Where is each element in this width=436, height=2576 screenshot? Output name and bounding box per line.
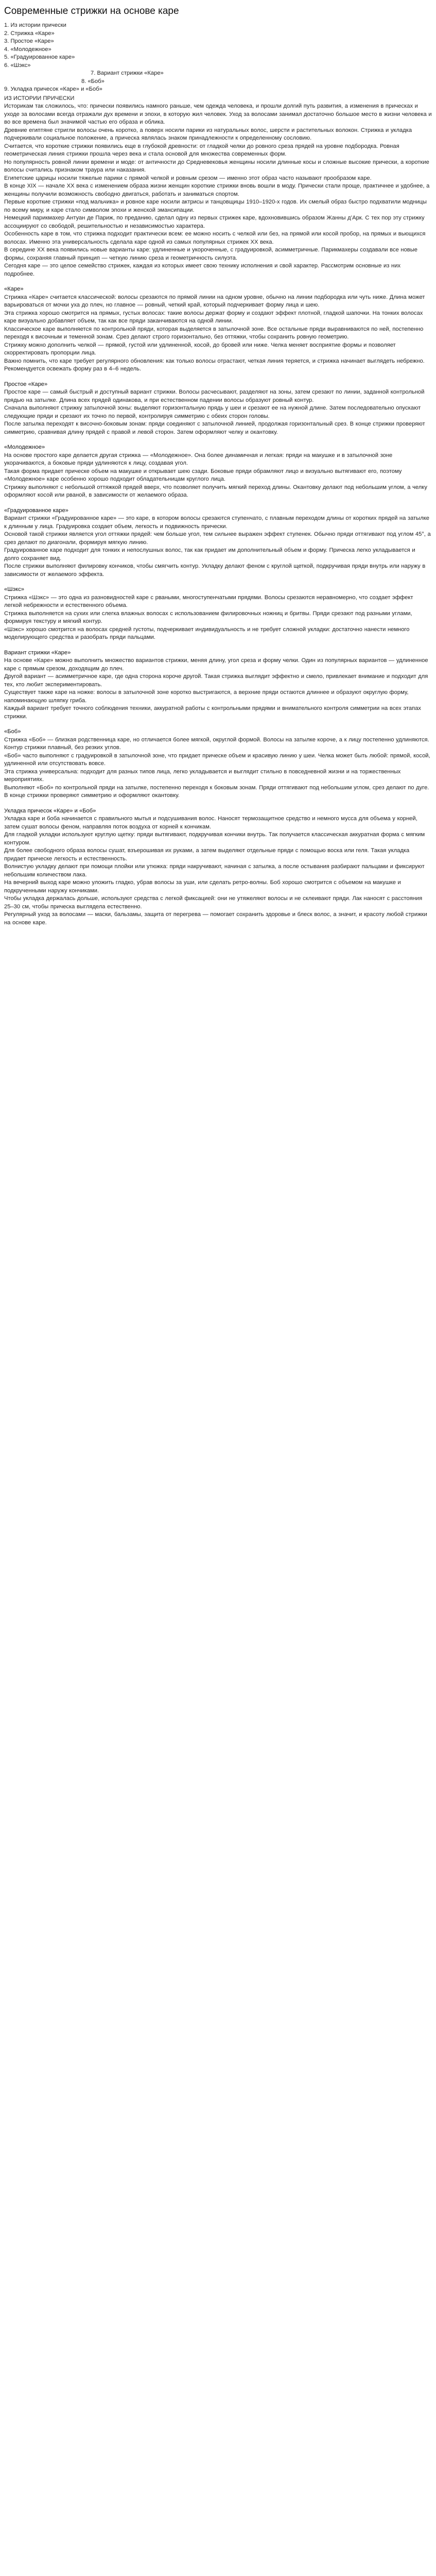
article-body bbox=[4, 95, 432, 927]
paragraph: Стрижку можно дополнить челкой — прямой, густой или удлиненной, косой, до бровей или ниже. Челка меняет восприятие формы и позволяет скорректировать пропорции лица. bbox=[4, 342, 396, 356]
paragraph: Древние египтяне стригли волосы очень коротко, а поверх носили парики из натуральных волос, шерсти и растительных волокон. Стрижка и укладка подчеркивали социальное положение, а прическа являлась знаком принадлежности к определенному сословию. bbox=[4, 127, 412, 141]
paragraph: Существует также каре на ножке: волосы в затылочной зоне коротко выстригаются, а верхние пряди остаются длиннее и образуют округлую форму, напоминающую шляпку гриба. bbox=[4, 689, 409, 704]
section-heading: Простое «Каре» bbox=[4, 381, 48, 387]
paragraph: На основе простого каре делается другая стрижка — «Молодежное». Она более динамичная и легкая: пряди на макушке и в затылочной зоне укорачиваются, а боковые пряди удлиняются к лицу, создавая угол. bbox=[4, 452, 393, 466]
toc-item[interactable]: 3. Простое «Каре» bbox=[4, 38, 54, 44]
toc-item[interactable]: 7. Вариант стрижки «Каре» bbox=[91, 70, 164, 76]
paragraph: Сегодня каре — это целое семейство стрижек, каждая из которых имеет свою технику исполнения и свой характер. Рассмотрим основные из них подробнее. bbox=[4, 263, 401, 277]
paragraph: Основой такой стрижки является угол оттяжки прядей: чем больше угол, тем сильнее выражен эффект ступенек. Обычно пряди оттягивают под углом 45°, а срез делают по диагонали, формируя мягкую линию. bbox=[4, 531, 431, 546]
paragraph: Другой вариант — асимметричное каре, где одна сторона короче другой. Такая стрижка выглядит эффектно и смело, привлекает внимание и подходит для тех, кто любит экспериментировать. bbox=[4, 673, 428, 688]
toc-item[interactable]: 6. «Шэкс» bbox=[4, 62, 31, 69]
toc-item[interactable]: 4. «Молодежное» bbox=[4, 46, 51, 53]
paragraph: «Боб» часто выполняют с градуировкой в затылочной зоне, что придает прическе объем и красивую линию у шеи. Челка может быть любой: прямой, косой, удлиненной или отсутствовать вовсе. bbox=[4, 752, 430, 767]
paragraph: Стрижка «Каре» считается классической: волосы срезаются по прямой линии на одном уровне, обычно на линии подбородка или чуть ниже. Длина может варьироваться от мочки уха до плеч, но главное — ровный, четкий край, который подчеркивает форму лица и шею. bbox=[4, 294, 425, 308]
toc-item[interactable]: 9. Укладка причесок «Каре» и «Боб» bbox=[4, 86, 102, 92]
paragraph: Сначала выполняют стрижку затылочной зоны: выделяют горизонтальную прядь у шеи и срезают ее на нужной длине. Затем последовательно опускают следующие пряди и срезают их точно по первой, контролируя симметрию с обеих сторон головы. bbox=[4, 405, 421, 419]
paragraph: Эта стрижка универсальна: подходит для разных типов лица, легко укладывается и выглядит стильно в повседневной жизни и на торжественных мероприятиях. bbox=[4, 768, 401, 783]
paragraph: В конце XIX — начале XX века с изменением образа жизни женщин короткие стрижки вновь вошли в моду. Прически стали проще, практичнее и удобнее, а женщины получили возможность свободно двигаться, работать и заниматься спортом. bbox=[4, 183, 430, 197]
paragraph: Египетские царицы носили тяжелые парики с прямой челкой и ровным срезом — именно этот образ часто называют прообразом каре. bbox=[4, 175, 372, 181]
paragraph: Историкам так сложилось, что: прически появились намного раньше, чем одежда человека, и прошли долгий путь развития, а изменения в прическах и уходе за волосами всегда отражали дух времени и эпохи, в которую жил человек. Уход за волосами занимал достаточно большое место в жизни человека и во все времена был значимой частью его образа и облика. bbox=[4, 103, 432, 125]
paragraph: Чтобы укладка держалась дольше, используют средства с легкой фиксацией: они не утяжеляют волосы и не склеивают пряди. Лак наносят с расстояния 25–30 см, чтобы прическа выглядела естественно. bbox=[4, 895, 423, 910]
paragraph: Волнистую укладку делают при помощи плойки или утюжка: пряди накручивают, начиная с затылка, а после остывания разбирают пальцами и фиксируют небольшим количеством лака. bbox=[4, 863, 425, 878]
toc-item[interactable]: 8. «Боб» bbox=[81, 78, 104, 84]
section-heading: «Каре» bbox=[4, 286, 24, 292]
paragraph: Классическое каре выполняется по контрольной пряди, которая выделяется в затылочной зоне. Все остальные пряди выравниваются по ней, постепенно переходя к височным и теменной зонам. Срез делают строго горизонтально, без оттяжки, чтобы сохранить ровную геометрию. bbox=[4, 326, 424, 340]
paragraph: Особенность каре в том, что стрижка подходит практически всем: ее можно носить с челкой или без, на прямой или косой пробор, на прямых и вьющихся волосах. Именно эта универсальность сделала каре одной из самых популярных стрижек XX века. bbox=[4, 231, 426, 245]
paragraph: На вечерний выход каре можно уложить гладко, убрав волосы за уши, или сделать ретро-волны. Боб хорошо смотрится с объемом на макушке и подкрученными наружу кончиками. bbox=[4, 879, 401, 894]
paragraph: Стрижка «Боб» — близкая родственница каре, но отличается более мягкой, округлой формой. Волосы на затылке короче, а к лицу постепенно удлиняются. Контур стрижки плавный, без резких углов. bbox=[4, 736, 429, 751]
paragraph: Стрижка «Шэкс» — это одна из разновидностей каре с рваными, многоступенчатыми прядями. Волосы срезаются неравномерно, что создает эффект легкой небрежности и естественного объема. bbox=[4, 594, 413, 608]
paragraph: Градуированное каре подходит для тонких и непослушных волос, так как придает им дополнительный объем и форму. Прическа легко укладывается и долго сохраняет вид. bbox=[4, 547, 415, 562]
section-heading: «Градуированное каре» bbox=[4, 507, 68, 514]
section-heading: Вариант стрижки «Каре» bbox=[4, 649, 71, 656]
paragraph: Важно помнить, что каре требует регулярного обновления: как только волосы отрастают, четкая линия теряется, и стрижка начинает выглядеть небрежно. Рекомендуется освежать форму раз в 4–6 недель. bbox=[4, 358, 425, 372]
paragraph: На основе «Каре» можно выполнить множество вариантов стрижки, меняя длину, угол среза и форму челки. Один из популярных вариантов — удлиненное каре с прямым срезом, доходящим до плеч. bbox=[4, 657, 428, 672]
paragraph: Но популярность ровной линии времени и моде: от античности до Средневековья женщины носили длинные косы и сложные высокие прически, а короткие волосы считались признаком траура или наказания. bbox=[4, 159, 429, 173]
paragraph: Простое каре — самый быстрый и доступный вариант стрижки. Волосы расчесывают, разделяют на зоны, затем срезают по линии, заданной контрольной прядью на затылке. Длина всех прядей одинакова, и при естественном падении волосы образуют ровный контур. bbox=[4, 389, 425, 403]
section-heading: «Шэкс» bbox=[4, 586, 25, 592]
paragraph: Эта стрижка хорошо смотрится на прямых, густых волосах: такие волосы держат форму и создают эффект плотной, гладкой шапочки. На тонких волосах каре визуально добавляет объем, так как все пряди заканчиваются на одной линии. bbox=[4, 310, 423, 324]
paragraph: Для гладкой укладки используют круглую щетку: пряди вытягивают, подкручивая кончики внутрь. Так получается классическая аккуратная форма с мягким контуром. bbox=[4, 832, 425, 846]
paragraph: Первые короткие стрижки «под мальчика» и ровное каре носили актрисы и танцовщицы 1910–1920-х годов. Их смелый образ быстро подхватили модницы по всему миру, и каре стало символом эпохи и женской эмансипации. bbox=[4, 199, 427, 213]
paragraph: Укладка каре и боба начинается с правильного мытья и подсушивания волос. Наносят термозащитное средство и немного мусса для объема у корней, затем сушат волосы феном, направляя поток воздуха от корней к кончикам. bbox=[4, 816, 417, 830]
table-of-contents bbox=[4, 22, 432, 94]
paragraph: Считается, что короткие стрижки появились еще в глубокой древности: от гладкой челки до ровного среза прядей на уровне подбородка. Ровная геометрическая линия стрижки прошла через века и стала основой для множества современных форм. bbox=[4, 143, 399, 157]
paragraph: Выполняют «Боб» по контрольной пряди на затылке, постепенно переходя к боковым зонам. Пряди оттягивают под небольшим углом, срез делают по дуге. В конце стрижки проверяют симметрию и оформляют окантовку. bbox=[4, 784, 429, 799]
section-heading: Укладка причесок «Каре» и «Боб» bbox=[4, 807, 96, 814]
paragraph: «Шэкс» хорошо смотрится на волосах средней густоты, подчеркивает индивидуальность и не требует сложной укладки: достаточно нанести немного моделирующего средства и разобрать пряди пальцами. bbox=[4, 626, 410, 640]
paragraph: Вариант стрижки «Градуированное каре» — это каре, в котором волосы срезаются ступенчато, с плавным переходом длины от коротких прядей на затылке к длинным у лица. Градуировка создает объем, легкость и подвижность прически. bbox=[4, 515, 429, 530]
paragraph: Каждый вариант требует точного соблюдения техники, аккуратной работы с контрольными прядями и внимательного контроля симметрии на всех этапах стрижки. bbox=[4, 705, 422, 720]
paragraph: Стрижка выполняется на сухих или слегка влажных волосах с использованием филировочных ножниц и бритвы. Пряди срезают под разными углами, формируя текстуру и мягкий контур. bbox=[4, 610, 412, 624]
section-heading: ИЗ ИСТОРИИ ПРИЧЕСКИ bbox=[4, 95, 75, 101]
toc-item[interactable]: 2. Стрижка «Каре» bbox=[4, 30, 55, 37]
section-heading: «Боб» bbox=[4, 728, 21, 735]
section-heading: «Молодежное» bbox=[4, 444, 45, 450]
paragraph: Для более свободного образа волосы сушат, взъерошивая их руками, а затем выделяют отдельные пряди с помощью воска или геля. Такая укладка придает прическе легкость и естественность. bbox=[4, 848, 410, 862]
toc-item[interactable]: 5. «Градуированное каре» bbox=[4, 54, 75, 60]
paragraph: В середине XX века появились новые варианты каре: удлиненные и укороченные, с градуировкой, асимметричные. Парикмахеры создавали все новые формы, сохраняя главный принцип — четкую линию среза и геометричность силуэта. bbox=[4, 247, 418, 261]
paragraph: Регулярный уход за волосами — маски, бальзамы, защита от перегрева — помогает сохранить здоровье и блеск волос, а значит, и красоту любой стрижки на основе каре. bbox=[4, 911, 427, 926]
paragraph: Такая форма придает прическе объем на макушке и открывает шею сзади. Боковые пряди обрамляют лицо и визуально вытягивают его, поэтому «Молодежное» каре особенно хорошо подходит обладательницам круглого лица. bbox=[4, 468, 402, 482]
paragraph: После затылка переходят к височно-боковым зонам: пряди соединяют с затылочной линией, продолжая горизонтальный срез. В конце стрижки проверяют симметрию, сравнивая длину прядей с правой и левой сторон. Затем оформляют челку и окантовку. bbox=[4, 421, 425, 435]
paragraph: Стрижку выполняют с небольшой оттяжкой прядей вверх, что позволяет получить мягкий переход длины. Окантовку делают под небольшим углом, а челку оформляют косой или рваной, в зависимости от желаемого образа. bbox=[4, 484, 427, 498]
paragraph: Немецкий парикмахер Антуан де Париж, по преданию, сделал одну из первых стрижек каре, вдохновившись образом Жанны д’Арк. С тех пор эту стрижку ассоциируют со свободой, решительностью и независимостью характера. bbox=[4, 215, 425, 229]
article-title: Современные стрижки на основе каре bbox=[4, 6, 179, 16]
toc-item[interactable]: 1. Из истории прически bbox=[4, 22, 66, 28]
paragraph: После стрижки выполняют филировку кончиков, чтобы смягчить контур. Укладку делают феном с круглой щеткой, подкручивая пряди внутрь или наружу в зависимости от желаемого эффекта. bbox=[4, 563, 426, 578]
